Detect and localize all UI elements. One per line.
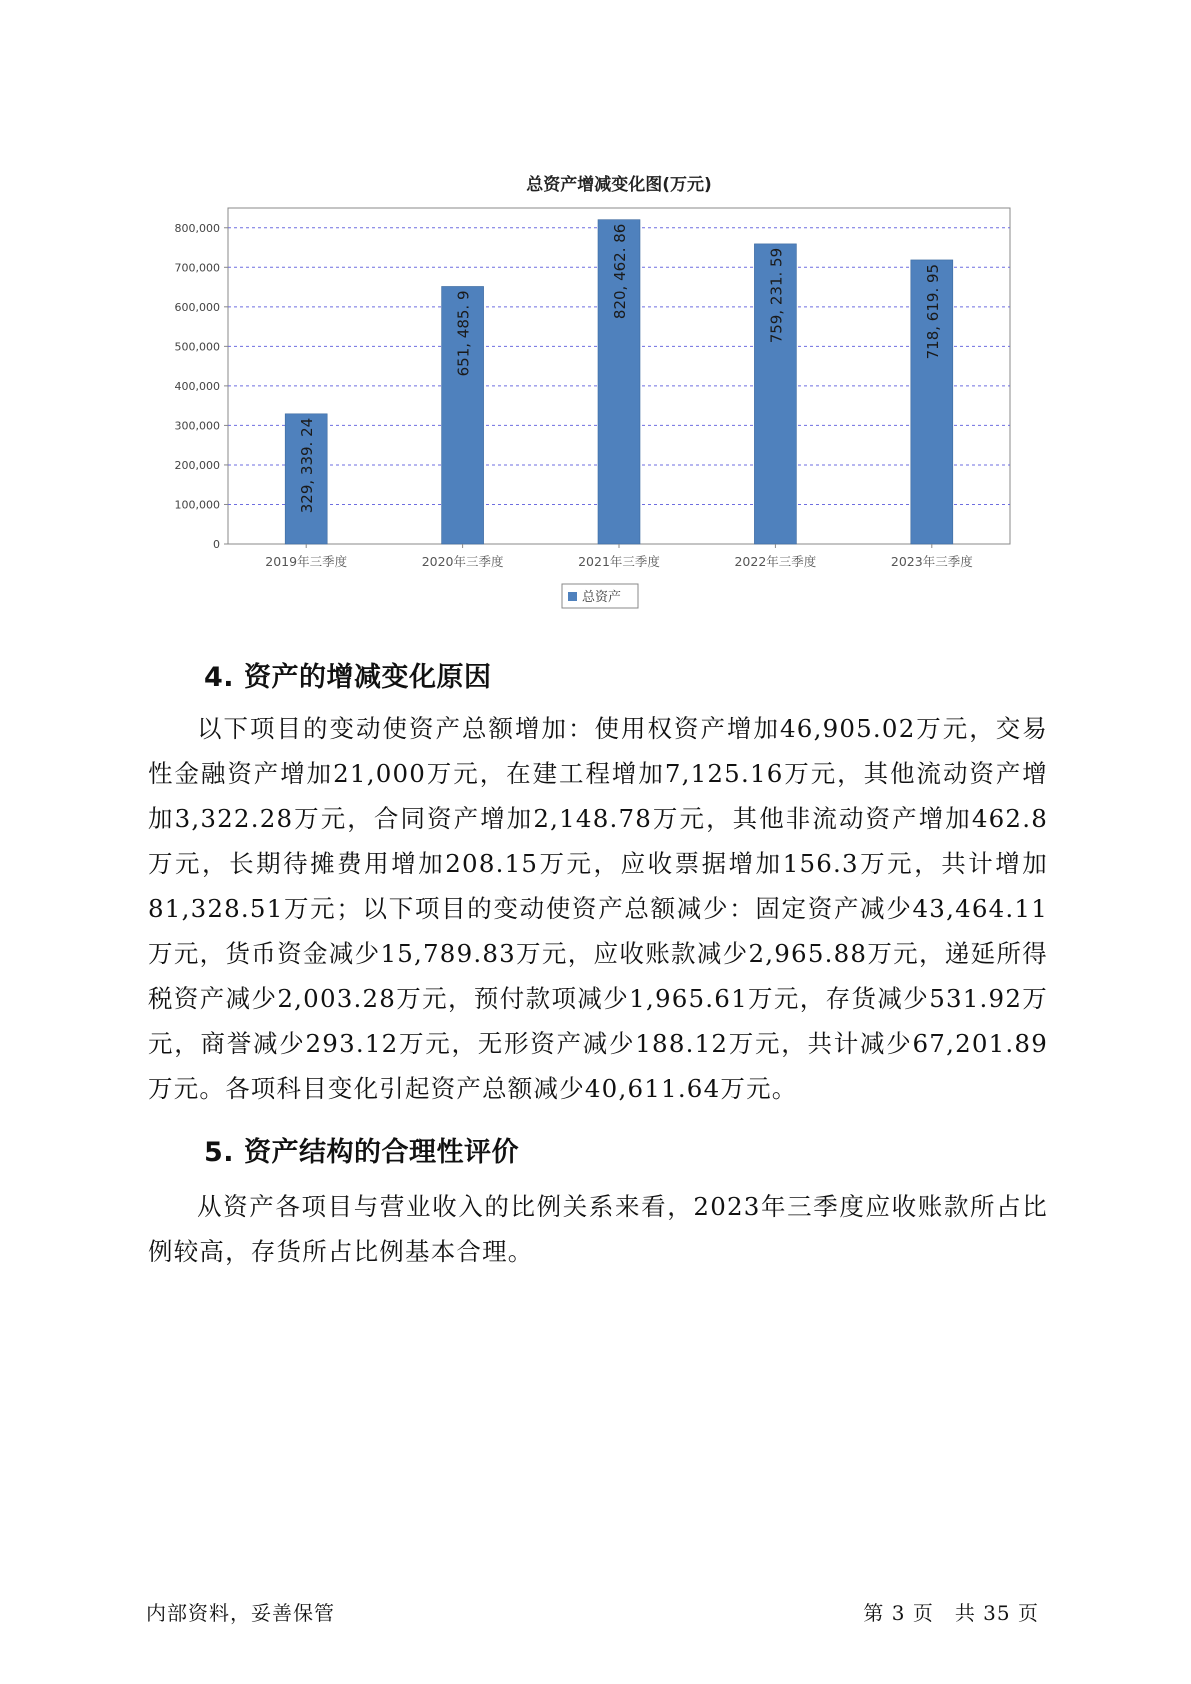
chart-title: 总资产增减变化图(万元) xyxy=(526,175,712,195)
section-paragraph-4: 以下项目的变动使资产总额增加：使用权资产增加46,905.02万元，交易性金融资产增加21,000万元，在建工程增加7,125.16万元，其他流动资产增加3,322.28万元，合同资产增加2,148.78万元，其他非流动资产增加462.8万元，长期待摊费用增加208.15万元，应收票据增加156.3万元，共计增加81,328.51万元；以下项目的变动使资产总额减少：固定资产减少43,464.11万元，货币资金减少15,789.83万元，应收账款减少2,965.88万元，递延所得税资产减少2,003.28万元，预付款项减少1,965.61万元，存货减少531.92万元，商誉减少293.12万元，无形资产减少188.12万元，共计减少67,201.89万元。各项科目变化引起资产总额减少40,611.64万元。 xyxy=(148,714,1048,1103)
legend-swatch xyxy=(568,592,577,601)
y-tick-label: 500,000 xyxy=(174,340,220,354)
bar-data-label: 651, 485. 9 xyxy=(454,290,473,377)
bar-data-label: 718, 619. 95 xyxy=(923,263,942,360)
y-tick-label: 800,000 xyxy=(174,221,220,235)
y-tick-label: 200,000 xyxy=(174,458,220,472)
total-assets-chart xyxy=(0,160,1191,630)
x-tick-label: 2019年三季度 xyxy=(265,554,348,569)
y-tick-label: 100,000 xyxy=(174,498,220,512)
y-tick-label: 0 xyxy=(213,538,220,551)
legend-label: 总资产 xyxy=(582,590,622,605)
y-tick-label: 600,000 xyxy=(174,300,220,314)
x-tick-label: 2023年三季度 xyxy=(890,554,973,569)
footer-confidential-note: 内部资料，妥善保管 xyxy=(146,1601,335,1625)
x-tick-label: 2022年三季度 xyxy=(734,554,817,569)
x-tick-label: 2021年三季度 xyxy=(578,554,660,569)
bar-data-label: 820, 462. 86 xyxy=(611,223,629,320)
y-tick-label: 700,000 xyxy=(174,261,220,275)
bar-data-label: 759, 231. 59 xyxy=(767,247,786,344)
chart-svg xyxy=(0,160,1191,630)
x-tick-label: 2020年三季度 xyxy=(421,554,504,569)
bar-data-label: 329, 339. 24 xyxy=(298,417,317,514)
section-heading-5: 5. 资产结构的合理性评价 xyxy=(204,1137,519,1168)
section-heading-4: 4. 资产的增减变化原因 xyxy=(204,662,492,693)
footer-page-number: 第 3 页 共 35 页 xyxy=(863,1601,1039,1625)
y-tick-label: 300,000 xyxy=(174,419,220,433)
y-tick-label: 400,000 xyxy=(174,379,220,393)
section-paragraph-5: 从资产各项目与营业收入的比例关系来看，2023年三季度应收账款所占比例较高，存货所占比例基本合理。 xyxy=(148,1192,1048,1266)
